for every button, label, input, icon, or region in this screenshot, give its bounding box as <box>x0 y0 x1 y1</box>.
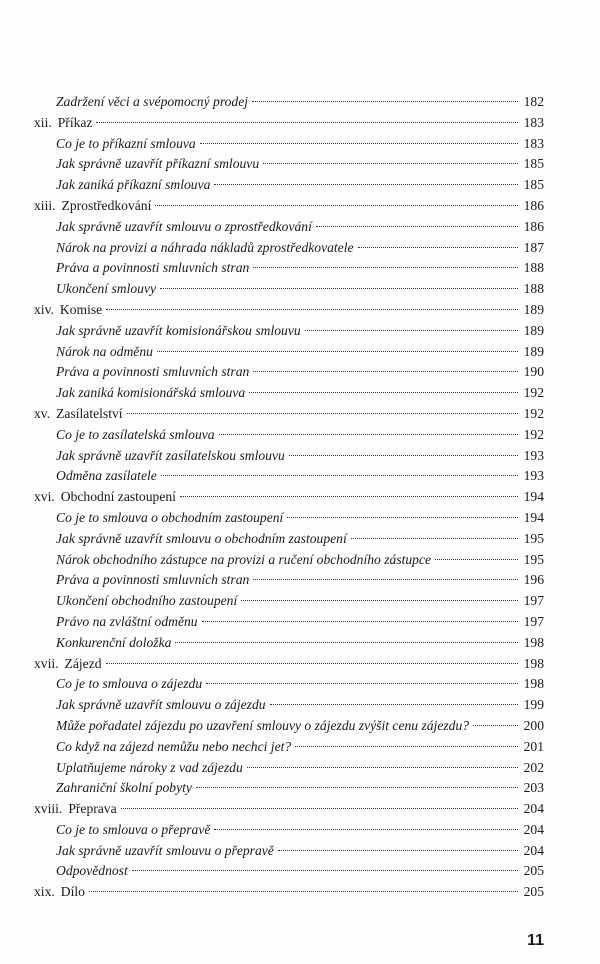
toc-section-row <box>34 737 544 758</box>
entry-title: Co je to smlouva o obchodním zastoupení <box>56 509 284 525</box>
entry-page-number: 202 <box>523 759 544 775</box>
toc-section-row <box>34 591 544 612</box>
dot-leader <box>252 101 518 102</box>
entry-title: Jak správně uzavřít zasílatelskou smlouvu <box>56 447 285 463</box>
entry-title: Zasílatelství <box>56 405 123 421</box>
entry-page-number: 197 <box>523 593 544 609</box>
dot-leader <box>161 475 518 476</box>
dot-leader <box>175 642 518 643</box>
dot-leader <box>305 330 518 331</box>
entry-page-number: 186 <box>523 218 544 234</box>
entry-title: Jak správně uzavřít smlouvu o zprostředkování <box>56 218 312 234</box>
toc-section-row <box>34 446 544 467</box>
toc-section-row <box>34 612 544 633</box>
dot-leader <box>127 413 518 414</box>
toc-section-row <box>34 570 544 591</box>
dot-leader <box>206 683 518 684</box>
entry-title: Odměna zasílatele <box>56 468 157 484</box>
toc-section-row <box>34 342 544 363</box>
toc-section-row <box>34 217 544 238</box>
toc-chapter-row <box>34 113 544 134</box>
entry-page-number: 197 <box>523 613 544 629</box>
chapter-number: xviii. <box>34 801 63 817</box>
page-number: 11 <box>527 932 544 949</box>
entry-page-number: 194 <box>523 509 544 525</box>
entry-page-number: 201 <box>523 738 544 754</box>
entry-page-number: 204 <box>523 801 544 817</box>
entry-title: Práva a povinnosti smluvních stran <box>56 260 250 276</box>
chapter-number: xix. <box>34 884 55 900</box>
entry-page-number: 185 <box>523 177 544 193</box>
entry-page-number: 189 <box>523 322 544 338</box>
toc-section-row <box>34 550 544 571</box>
entry-page-number: 186 <box>523 197 544 213</box>
chapter-number: xvi. <box>34 489 55 505</box>
dot-leader <box>214 829 518 830</box>
toc-section-row <box>34 238 544 259</box>
toc-chapter-row <box>34 882 544 903</box>
entry-title: Zájezd <box>64 655 102 671</box>
entry-page-number: 194 <box>523 489 544 505</box>
toc-section-row <box>34 695 544 716</box>
entry-page-number: 196 <box>523 572 544 588</box>
toc-chapter-row <box>34 654 544 675</box>
dot-leader <box>106 309 518 310</box>
dot-leader <box>287 517 518 518</box>
entry-title: Co je to smlouva o zájezdu <box>56 676 203 692</box>
entry-page-number: 187 <box>523 239 544 255</box>
entry-title: Jak správně uzavřít smlouvu o obchodním zastoupení <box>56 530 347 546</box>
entry-title: Konkurenční doložka <box>56 634 172 650</box>
toc-chapter-row <box>34 196 544 217</box>
chapter-number: xiii. <box>34 197 56 213</box>
dot-leader <box>278 850 518 851</box>
toc-section-row <box>34 362 544 383</box>
chapter-number: xv. <box>34 405 51 421</box>
dot-leader <box>253 267 518 268</box>
dot-leader <box>263 163 518 164</box>
entry-title: Ukončení smlouvy <box>56 281 157 297</box>
entry-title: Nárok na provizi a náhrada nákladů zprostředkovatele <box>56 239 354 255</box>
entry-page-number: 195 <box>523 551 544 567</box>
entry-title: Odpovědnost <box>56 863 128 879</box>
entry-title: Komise <box>59 301 103 317</box>
entry-title: Může pořadatel zájezdu po uzavření smlouvy o zájezdu zvýšit cenu zájezdu? <box>56 717 470 733</box>
dot-leader <box>157 351 518 352</box>
dot-leader <box>351 538 518 539</box>
toc-section-row <box>34 321 544 342</box>
entry-title: Přeprava <box>68 801 117 817</box>
toc-section-row <box>34 633 544 654</box>
dot-leader <box>253 371 518 372</box>
entry-title: Jak správně uzavřít smlouvu o přepravě <box>56 842 274 858</box>
dot-leader <box>270 704 518 705</box>
dot-leader <box>295 746 518 747</box>
dot-leader <box>219 434 518 435</box>
entry-page-number: 198 <box>523 634 544 650</box>
entry-page-number: 204 <box>523 842 544 858</box>
toc-section-row <box>34 529 544 550</box>
entry-page-number: 204 <box>523 821 544 837</box>
dot-leader <box>89 891 518 892</box>
entry-title: Nárok na odměnu <box>56 343 153 359</box>
toc-section-row <box>34 716 544 737</box>
chapter-number: xvii. <box>34 655 59 671</box>
dot-leader <box>241 600 518 601</box>
dot-leader <box>155 205 518 206</box>
toc-chapter-row <box>34 487 544 508</box>
entry-title: Co je to smlouva o přepravě <box>56 821 211 837</box>
toc-section-row <box>34 466 544 487</box>
entry-page-number: 188 <box>523 281 544 297</box>
entry-title: Ukončení obchodního zastoupení <box>56 593 238 609</box>
entry-page-number: 182 <box>523 94 544 109</box>
toc-section-row <box>34 778 544 799</box>
entry-page-number: 192 <box>523 426 544 442</box>
toc-section-row <box>34 861 544 882</box>
toc-section-row <box>34 841 544 862</box>
entry-title: Práva a povinnosti smluvních stran <box>56 572 250 588</box>
toc-section-row <box>34 425 544 446</box>
chapter-number: xii. <box>34 114 52 130</box>
entry-page-number: 198 <box>523 655 544 671</box>
dot-leader <box>358 247 518 248</box>
entry-page-number: 189 <box>523 343 544 359</box>
dot-leader <box>473 725 518 726</box>
dot-leader <box>180 496 518 497</box>
toc-section-row <box>34 508 544 529</box>
entry-page-number: 205 <box>523 863 544 879</box>
entry-page-number: 205 <box>523 884 544 900</box>
entry-page-number: 198 <box>523 676 544 692</box>
entry-page-number: 188 <box>523 260 544 276</box>
dot-leader <box>214 184 518 185</box>
dot-leader <box>132 870 518 871</box>
toc-section-row <box>34 175 544 196</box>
dot-leader <box>316 226 518 227</box>
dot-leader <box>121 808 518 809</box>
entry-page-number: 193 <box>523 468 544 484</box>
dot-leader <box>200 143 518 144</box>
entry-title: Jak správně uzavřít smlouvu o zájezdu <box>56 697 266 713</box>
entry-title: Práva a povinnosti smluvních stran <box>56 364 250 380</box>
entry-page-number: 203 <box>523 780 544 796</box>
entry-title: Zprostředkování <box>61 197 152 213</box>
entry-page-number: 193 <box>523 447 544 463</box>
toc-section-row <box>34 820 544 841</box>
entry-page-number: 190 <box>523 364 544 380</box>
dot-leader <box>435 559 518 560</box>
toc-chapter-row <box>34 404 544 425</box>
entry-title: Co je to zasílatelská smlouva <box>56 426 215 442</box>
entry-title: Nárok obchodního zástupce na provizi a ručení obchodního zástupce <box>56 551 432 567</box>
dot-leader <box>106 663 518 664</box>
entry-title: Jak zaniká příkazní smlouva <box>56 177 211 193</box>
entry-page-number: 183 <box>523 114 544 130</box>
entry-title: Jak správně uzavřít komisionářskou smlouvu <box>56 322 301 338</box>
entry-title: Uplatňujeme nároky z vad zájezdu <box>56 759 243 775</box>
entry-title: Jak správně uzavřít příkazní smlouvu <box>56 156 260 172</box>
dot-leader <box>249 392 518 393</box>
dot-leader <box>247 767 518 768</box>
entry-page-number: 192 <box>523 405 544 421</box>
toc-section-row <box>34 134 544 155</box>
entry-title: Zahraniční školní pobyty <box>56 780 192 796</box>
entry-page-number: 195 <box>523 530 544 546</box>
chapter-number: xiv. <box>34 301 54 317</box>
entry-title: Zadržení věci a svépomocný prodej <box>56 94 249 109</box>
dot-leader <box>289 455 518 456</box>
toc-section-row <box>34 258 544 279</box>
entry-page-number: 200 <box>523 717 544 733</box>
entry-page-number: 189 <box>523 301 544 317</box>
toc-section-row <box>34 154 544 175</box>
toc-chapter-row <box>34 300 544 321</box>
dot-leader <box>202 621 518 622</box>
entry-page-number: 183 <box>523 135 544 151</box>
dot-leader <box>196 787 518 788</box>
dot-leader <box>96 122 518 123</box>
toc-section-row <box>34 758 544 779</box>
dot-leader <box>253 579 518 580</box>
toc-section-row <box>34 674 544 695</box>
entry-title: Co když na zájezd nemůžu nebo nechci jet? <box>56 738 292 754</box>
entry-title: Co je to příkazní smlouva <box>56 135 196 151</box>
table-of-contents <box>34 92 544 903</box>
entry-title: Právo na zvláštní odměnu <box>56 613 198 629</box>
entry-title: Příkaz <box>57 114 93 130</box>
entry-page-number: 192 <box>523 385 544 401</box>
entry-title: Obchodní zastoupení <box>60 489 176 505</box>
toc-section-row <box>34 279 544 300</box>
toc-section-row <box>34 92 544 113</box>
entry-title: Jak zaniká komisionářská smlouva <box>56 385 246 401</box>
toc-section-row <box>34 383 544 404</box>
entry-title: Dílo <box>60 884 85 900</box>
dot-leader <box>160 288 518 289</box>
entry-page-number: 185 <box>523 156 544 172</box>
entry-page-number: 199 <box>523 697 544 713</box>
toc-chapter-row <box>34 799 544 820</box>
